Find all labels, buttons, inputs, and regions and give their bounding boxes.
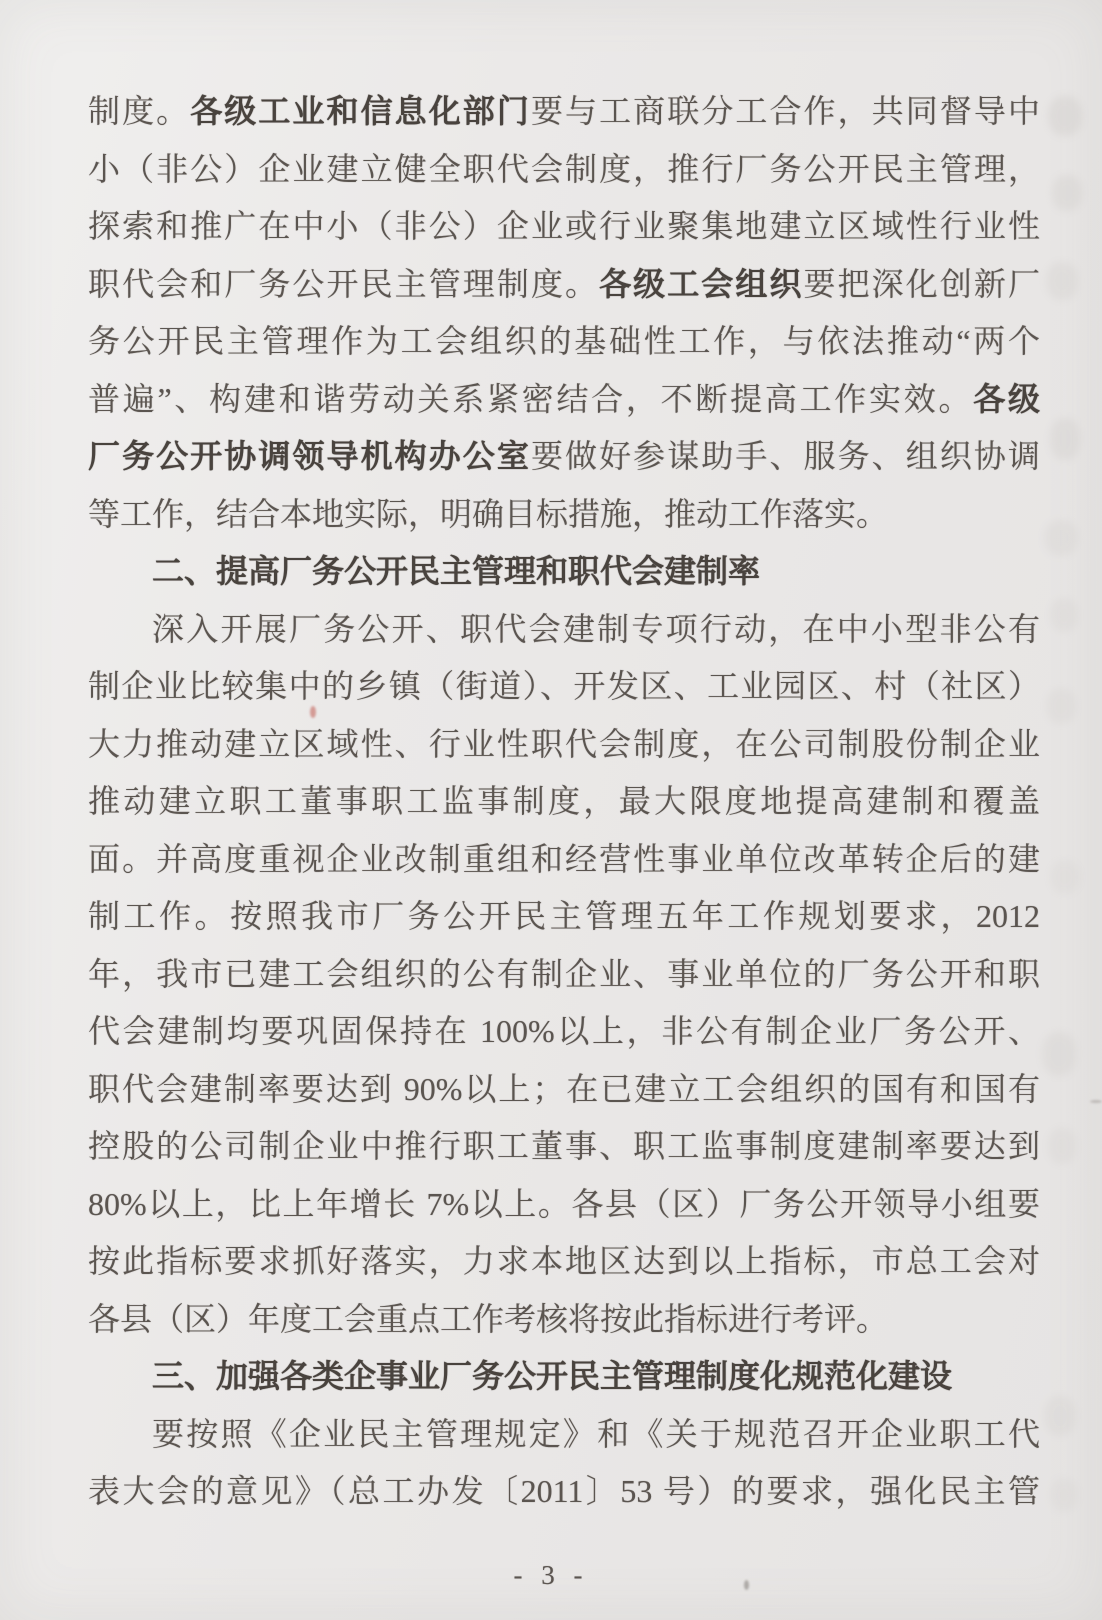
- body-text: 推动建立职工董事职工监事制度，最大限度地提高建制和覆盖: [88, 783, 1040, 819]
- emphasis-text: 三、加强各类企事业厂务公开民主管理制度化规范化建设: [152, 1358, 953, 1394]
- text-line: [88, 601, 1040, 659]
- page-number: - 3 -: [513, 1560, 589, 1590]
- body-text: 制企业比较集中的乡镇（街道）、开发区、工业园区、村（社区）: [88, 668, 1040, 704]
- emphasis-text: 各级工业和信息化部门: [190, 93, 531, 129]
- body-text: 深入开展厂务公开、职代会建制专项行动，在中小型非公有: [152, 610, 1040, 647]
- bleed-through-smudge: [1046, 262, 1078, 300]
- body-text: 表大会的意见》（总工办发〔2011〕53 号）的要求，强化民主管: [88, 1473, 1040, 1509]
- bleed-through-smudge: [1046, 688, 1076, 724]
- stray-ink-mark: [1090, 1100, 1102, 1103]
- body-text: 80%以上，比上年增长 7%以上。各县（区）厂务公开领导小组要: [88, 1185, 1040, 1222]
- body-text: 要做好参谋助手、服务、组织协调: [530, 438, 1040, 474]
- emphasis-text: 二、提高厂务公开民主管理和职代会建制率: [152, 553, 761, 589]
- body-text: 等工作，结合本地实际，明确目标措施，推动工作落实。: [88, 495, 889, 532]
- body-text: 制度。: [88, 93, 191, 129]
- body-text: 普遍”、构建和谐劳动关系紧密结合，不断提高工作实效。: [88, 380, 974, 417]
- body-text: 职代会和厂务公开民主管理制度。: [88, 265, 600, 302]
- bleed-through-smudge: [1048, 1128, 1076, 1164]
- bleed-through-smudge: [1042, 1032, 1076, 1076]
- bleed-through-smudge: [1052, 175, 1082, 211]
- body-text: 年，我市已建工会组织的公有制企业、事业单位的厂务公开和职: [88, 955, 1040, 992]
- text-line: [88, 1463, 1040, 1521]
- text-line: [88, 256, 1040, 314]
- bleed-through-smudge: [1048, 96, 1082, 136]
- text-line: [88, 198, 1040, 256]
- body-text: 各县（区）年度工会重点工作考核将按此指标进行考评。: [88, 1300, 889, 1337]
- text-line: [88, 141, 1040, 199]
- text-line: [88, 1118, 1040, 1176]
- body-text: 制工作。按照我市厂务公开民主管理五年工作规划要求，2012: [88, 898, 1040, 934]
- document-body: [88, 83, 1040, 1521]
- text-line: [88, 313, 1040, 371]
- text-line: [88, 486, 1040, 544]
- bleed-through-smudge: [1050, 418, 1080, 460]
- text-line: [88, 888, 1040, 946]
- text-line: [88, 773, 1040, 831]
- text-line: [88, 428, 1040, 486]
- text-line: [88, 1233, 1040, 1291]
- bleed-through-smudge: [1044, 520, 1078, 556]
- body-text: 要把深化创新厂: [803, 265, 1040, 302]
- bleed-through-smudge: [1050, 1478, 1078, 1512]
- text-line: [88, 1406, 1040, 1464]
- section-heading: [88, 1348, 1040, 1406]
- body-text: 职代会建制率要达到 90%以上；在已建立工会组织的国有和国有: [88, 1070, 1040, 1107]
- body-text: 控股的公司制企业中推行职工董事、职工监事制度建制率要达到: [88, 1128, 1040, 1164]
- emphasis-text: 各级工会组织: [599, 265, 804, 302]
- body-text: 小（非公）企业建立健全职代会制度，推行厂务公开民主管理，: [88, 150, 1040, 187]
- emphasis-text: 厂务公开协调领导机构办公室: [88, 438, 531, 474]
- bleed-through-smudge: [1050, 860, 1080, 894]
- body-text: 代会建制均要巩固保持在 100%以上，非公有制企业厂务公开、: [88, 1013, 1040, 1049]
- text-line: [88, 1003, 1040, 1061]
- text-line: [88, 946, 1040, 1004]
- text-line: [88, 371, 1040, 429]
- body-text: 面。并高度重视企业改制重组和经营性事业单位改革转企后的建: [88, 840, 1040, 877]
- text-line: [88, 658, 1040, 716]
- text-line: [88, 716, 1040, 774]
- body-text: 大力推动建立区域性、行业性职代会制度，在公司制股份制企业: [88, 725, 1040, 762]
- body-text: 要按照《企业民主管理规定》和《关于规范召开企业职工代: [152, 1415, 1040, 1452]
- body-text: 按此指标要求抓好落实，力求本地区达到以上指标，市总工会对: [88, 1243, 1040, 1279]
- bleed-through-smudge: [1044, 1396, 1076, 1436]
- text-line: [88, 1061, 1040, 1119]
- body-text: 探索和推广在中小（非公）企业或行业聚集地建立区域性行业性: [88, 208, 1040, 244]
- text-line: [88, 83, 1040, 141]
- bleed-through-smudge: [1050, 598, 1078, 632]
- text-line: [88, 1176, 1040, 1234]
- body-text: 务公开民主管理作为工会组织的基础性工作，与依法推动“两个: [88, 323, 1040, 359]
- text-line: [88, 831, 1040, 889]
- text-line: [88, 1291, 1040, 1349]
- emphasis-text: 各级: [973, 380, 1040, 417]
- body-text: 要与工商联分工合作，共同督导中: [530, 93, 1040, 129]
- section-heading: [88, 543, 1040, 601]
